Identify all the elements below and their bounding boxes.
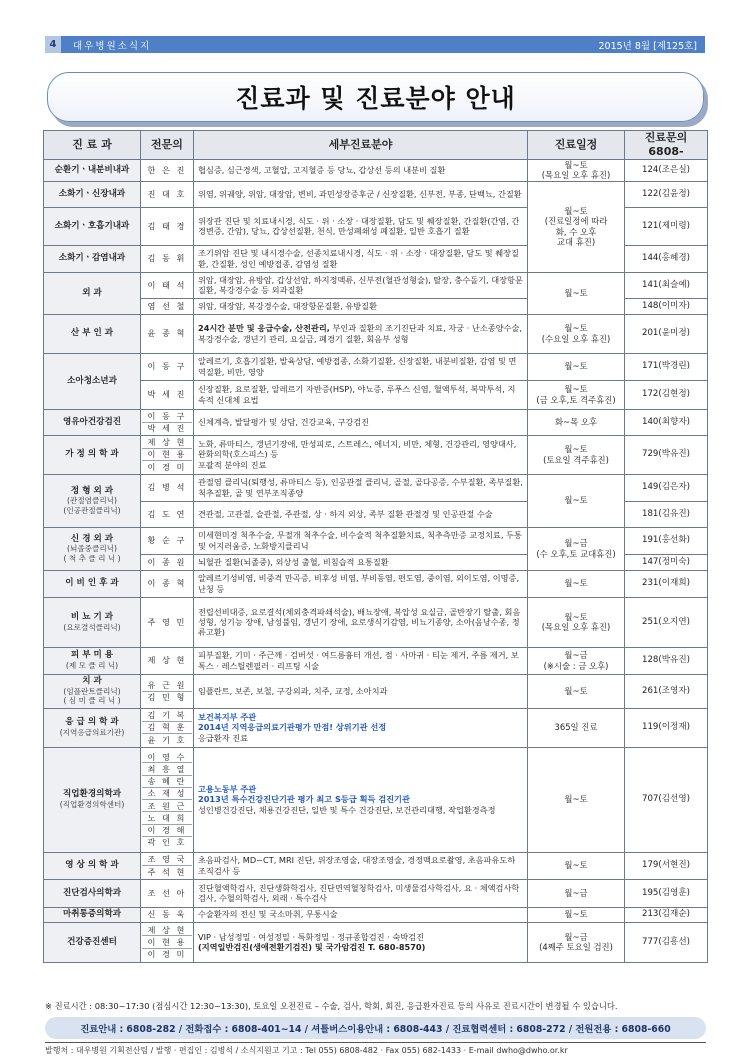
page-number: 4	[45, 36, 61, 53]
ext-cell: 144(홍혜경)	[625, 245, 708, 272]
dept-cell: 가 정 의 학 과	[44, 435, 141, 474]
table-row	[44, 474, 708, 501]
ext-cell: 172(김현정)	[625, 380, 708, 409]
schedule-cell: 365일 진료	[528, 708, 625, 747]
field-cell: 진단혈액학검사, 진단생화학검사, 진단면역혈청학검사, 미생물검사학검사, 요 · 체액검사학검사, 수혈의학검사, 외래 · 특수검사	[194, 879, 528, 907]
dept-cell: 치 과 (임플란트클리닉) ( 심 미 클 리 닉 )	[44, 674, 141, 708]
table-row	[44, 272, 708, 298]
ext-cell: 707(김선영)	[625, 747, 708, 852]
ext-cell: 124(조은실)	[625, 159, 708, 181]
doctor-cell: 진 대 호	[141, 181, 194, 207]
issue-label: 2015년 8월 [제125호]	[598, 40, 697, 52]
table-row	[44, 409, 708, 435]
title-box	[47, 72, 704, 122]
table-row	[44, 647, 708, 674]
schedule-cell: 월~토 (금 오후,토 격주휴진)	[528, 380, 625, 409]
page-title: 진료과 및 진료분야 안내	[235, 84, 516, 113]
schedule-cell: 월~토 (수요일 오후 휴진)	[528, 314, 625, 353]
doctor-cell: 김 기 복 김 혁 훈 윤 기 호	[141, 708, 194, 747]
doctor-cell: 신 동 욱	[141, 907, 194, 922]
doctor-cell: 김 태 경	[141, 207, 194, 245]
ext-cell: 213(김재순)	[625, 907, 708, 922]
dept-cell: 응 급 의 학 과 (지역응급의료기관)	[44, 708, 141, 747]
ext-cell: 179(서현진)	[625, 852, 708, 879]
schedule-cell: 월~토	[528, 674, 625, 708]
field-cell: 협심증, 심근경색, 고혈압, 고지혈증 등 당뇨, 갑상선 등의 내분비 질환	[194, 159, 528, 181]
field-cell: 신장질환, 요로질환, 알레르기 자반증(HSP), 야뇨증, 루푸스 신염, 혈액투석, 복막투석, 지속적 신대체 요법	[194, 380, 528, 409]
field-cell: 조기위암 진단 및 내시경수술, 선종치료내시경, 식도 · 위 · 소장 · 대장질환, 담도 및 췌장질환, 간질환, 성인 예방접종, 감염성 질환	[194, 245, 528, 272]
field-cell: 보건복지부 주관 2014년 지역응급의료기관평가 만점! 상위기관 선정 응급환자 진료	[194, 708, 528, 747]
ext-cell: 140(최향자)	[625, 409, 708, 435]
field-cell: 초음파검사, MD~CT, MRI 진단, 위장조영술, 대장조영술, 경정맥요로촬영, 초음파유도하 조직검사 등	[194, 852, 528, 879]
col-doctor: 전문의	[141, 131, 194, 160]
ext-cell: 181(김유진)	[625, 501, 708, 527]
field-cell: VIP · 남성정밀 · 여성정밀 · 특화정밀 · 정규종합검진 · 숙박검진 (지역일반검진(생애전환기검진) 및 국가암검진 T. 680-8570)	[194, 922, 528, 962]
doctor-cell: 이 종 혁	[141, 570, 194, 597]
dept-cell: 소화기ㆍ호흡기내과	[44, 207, 141, 245]
dept-cell: 비 뇨 기 과 (요로결석클리닉)	[44, 597, 141, 647]
table-row	[44, 879, 708, 907]
doctor-cell: 주 영 민	[141, 597, 194, 647]
publication-name: 대우병원소식지	[73, 40, 152, 52]
ext-cell: 122(김윤정)	[625, 181, 708, 207]
ext-cell: 191(홍선화)	[625, 527, 708, 554]
schedule-cell: 월~토	[528, 907, 625, 922]
table-row	[44, 159, 708, 181]
doctor-cell: 염 선 철	[141, 298, 194, 314]
dept-cell: 소아청소년과	[44, 353, 141, 409]
schedule-cell: 월~금	[528, 879, 625, 907]
dept-cell: 건강증진센터	[44, 922, 141, 962]
col-schedule: 진료일정	[528, 131, 625, 160]
table-row	[44, 353, 708, 380]
field-cell: 견관절, 고관절, 슬관절, 주관절, 상 · 하지 외상, 족부 질환 관절경 및 인공관절 수술	[194, 501, 528, 527]
ext-cell: 119(이정재)	[625, 708, 708, 747]
doctor-cell: 제 상 현 이 현 용 이 경 미	[141, 922, 194, 962]
table-row	[44, 852, 708, 879]
ext-cell: 261(조영자)	[625, 674, 708, 708]
field-cell: 알레르기, 호흡기질환, 발육상담, 예방접종, 소화기질환, 신장질환, 내분비질환, 감염 및 면역질환, 비만, 영양	[194, 353, 528, 380]
field-cell: 알레르기성비염, 비중격 만곡증, 비후성 비염, 부비동염, 편도염, 중이염, 외이도염, 이명증, 난청 등	[194, 570, 528, 597]
schedule-cell: 월~금 (수 오후,토 교대휴진)	[528, 527, 625, 570]
ext-cell: 195(김영훈)	[625, 879, 708, 907]
table-header-row	[44, 131, 708, 160]
table-row	[44, 181, 708, 207]
doctor-cell: 김 도 연	[141, 501, 194, 527]
dept-cell: 직업환경의학과 (직업환경의학센터)	[44, 747, 141, 852]
schedule-cell: 화~목 오후	[528, 409, 625, 435]
table-row	[44, 527, 708, 554]
dept-cell: 영 상 의 학 과	[44, 852, 141, 879]
schedule-cell: 월~금 (4째주 토요일 검진)	[528, 922, 625, 962]
ext-cell: 128(박유진)	[625, 647, 708, 674]
doctor-cell: 박 세 진	[141, 380, 194, 409]
field-cell: 고용노동부 주관 2013년 특수건강진단기관 평가 최고 S등급 획득 검진기관 성인병건강진단, 채용건강진단, 일반 및 특수 건강진단, 보건관리대행, 작업환경측정	[194, 747, 528, 852]
department-table	[43, 130, 708, 963]
field-cell: 위장관 진단 및 치료내시경, 식도 · 위 · 소장 · 대장질환, 담도 및 췌장질환, 간질환(간염, 간경변증, 간암), 당뇨, 갑상선질환, 천식, 만성폐쇄성 폐질환, 일반 호흡기 질환	[194, 207, 528, 245]
doctor-cell: 김 동 휘	[141, 245, 194, 272]
doctor-cell: 이 영 수 최 흥 열 송 혜 란 소 재 성 조 원 근 노 대 희 이 경 해 곽 인 호	[141, 747, 194, 852]
field-cell: 위염, 위궤양, 위암, 대장암, 변비, 과민성장증후군 / 신장질환, 신부전, 부종, 단백뇨, 간질환	[194, 181, 528, 207]
field-cell: 피부질환, 기미 · 주근깨 · 검버섯 · 여드름흉터 개선, 점 · 사마귀 · 티눈 제거, 주름 제거, 보톡스 · 레스틸렌필러 · 리프팅 시술	[194, 647, 528, 674]
dept-cell: 산 부 인 과	[44, 314, 141, 353]
schedule-cell: 월~토	[528, 272, 625, 314]
col-dept: 진 료 과	[44, 131, 141, 160]
dept-cell: 마취통증의학과	[44, 907, 141, 922]
field-cell: 수술환자의 전신 및 국소마취, 무통시술	[194, 907, 528, 922]
ext-cell: 729(박유진)	[625, 435, 708, 474]
field-cell: 전립선비대증, 요로결석(체외충격파쇄석술), 배뇨장애, 복압성 요실금, 골반장기 탈출, 회음성형, 성기능 장애, 남성불임, 갱년기 장애, 요로생식기감염, 비뇨기종양, 소아(음낭수종, 정류고환)	[194, 597, 528, 647]
schedule-cell: 월~토	[528, 570, 625, 597]
field-cell: 미세현미경 척추수술, 무절개 척추수술, 비수술적 척추질환치료, 척추측만증 교정치료, 두통 및 어지러움증, 노화방지클리닉	[194, 527, 528, 554]
ext-cell: 141(최슬예)	[625, 272, 708, 298]
field-cell: 위암, 대장암, 유방암, 갑상선암, 하지정맥류, 신부전(혈관성형술), 탈장, 충수돌기, 대장항문질환, 복강경수술 등 외과질환	[194, 272, 528, 298]
ext-cell: 149(김은자)	[625, 474, 708, 501]
field-cell: 뇌혈관 질환(뇌졸중), 외상성 출혈, 비침습적 요통질환	[194, 554, 528, 570]
schedule-cell: 월~토 (목요일 오후 휴진)	[528, 159, 625, 181]
table-row	[44, 708, 708, 747]
table-row	[44, 314, 708, 353]
table-row	[44, 747, 708, 852]
doctor-cell: 제 상 현 이 현 용 이 경 미	[141, 435, 194, 474]
schedule-cell: 월~토	[528, 353, 625, 380]
ext-cell: 148(이미자)	[625, 298, 708, 314]
doctor-cell: 이 동 구 박 세 진	[141, 409, 194, 435]
doctor-cell: 조 선 아	[141, 879, 194, 907]
field-cell: 24시간 분만 및 응급수술, 산전관리, 부인과 질환의 조기진단과 치료, 자궁 · 난소종양수술, 복강경수술, 갱년기 관리, 요실금, 폐경기 질환, 회음부 성형	[194, 314, 528, 353]
field-cell: 위암, 대장암, 복강경수술, 대장항문질환, 유방질환	[194, 298, 528, 314]
table-row	[44, 597, 708, 647]
doctor-cell: 이 동 구	[141, 353, 194, 380]
dept-cell: 진단검사의학과	[44, 879, 141, 907]
dept-cell: 신 경 외 과 (뇌졸중클리닉) ( 척 추 클 리 닉 )	[44, 527, 141, 570]
table-row	[44, 570, 708, 597]
ext-cell: 231(이재희)	[625, 570, 708, 597]
table-row	[44, 922, 708, 962]
schedule-cell: 월~토 (진료일정에 따라 화, 수 오후 교대 휴진)	[528, 181, 625, 272]
table-row	[44, 907, 708, 922]
schedule-cell: 월~토	[528, 852, 625, 879]
dept-cell: 소화기ㆍ신장내과	[44, 181, 141, 207]
schedule-cell: 월~토	[528, 747, 625, 852]
ext-cell: 147(정미숙)	[625, 554, 708, 570]
dept-cell: 영유아건강검진	[44, 409, 141, 435]
dept-cell: 순환기ㆍ내분비내과	[44, 159, 141, 181]
doctor-cell: 조 영 국 주 석 현	[141, 852, 194, 879]
header-bar	[45, 36, 705, 53]
ext-cell: 171(박경린)	[625, 353, 708, 380]
col-field: 세부진료분야	[194, 131, 528, 160]
table-row	[44, 380, 708, 409]
doctor-cell: 제 상 현	[141, 647, 194, 674]
contact-bar: 진료안내 : 6808-282 / 전화접수 : 6808-401~14 / 셔틀버스이용안내 : 6808-443 / 진료협력센터 : 6808-272 / 전원전용 : 6808-660	[45, 1017, 706, 1039]
schedule-cell: 월~토	[528, 474, 625, 527]
doctor-cell: 유 근 원 김 민 형	[141, 674, 194, 708]
doctor-cell: 윤 종 혁	[141, 314, 194, 353]
doctor-cell: 황 순 구	[141, 527, 194, 554]
ext-cell: 777(김흥선)	[625, 922, 708, 962]
table-row	[44, 435, 708, 474]
publisher-footer: 발행처 : 대우병원 기획전산팀 / 발행 · 편집인 : 김병석 / 소식지원고 기고 : Tel 055) 6808-482 · Fax 055) 682-1433 · E-mail dwho@dwho.or.kr	[45, 1042, 706, 1056]
ext-cell: 201(윤미정)	[625, 314, 708, 353]
schedule-cell: 월~토 (토요일 격주휴진)	[528, 435, 625, 474]
doctor-cell: 한 은 진	[141, 159, 194, 181]
table-row	[44, 674, 708, 708]
schedule-cell: 월~금 (※시술 : 금 오후)	[528, 647, 625, 674]
field-cell: 신체계측, 발달평가 및 상담, 건강교육, 구강검진	[194, 409, 528, 435]
schedule-cell: 월~토 (목요일 오후 휴진)	[528, 597, 625, 647]
dept-cell: 소화기ㆍ감염내과	[44, 245, 141, 272]
ext-cell: 251(오지연)	[625, 597, 708, 647]
field-cell: 임플란트, 보존, 보철, 구강외과, 치주, 교정, 소아치과	[194, 674, 528, 708]
dept-cell: 피 부 미 용 (제 모 클 리 닉)	[44, 647, 141, 674]
dept-cell: 이 비 인 후 과	[44, 570, 141, 597]
doctor-cell: 이 종 원	[141, 554, 194, 570]
field-cell: 노화, 류마티스, 갱년기장애, 만성피로, 스트레스, 에너지, 비만, 체형, 건강관리, 영양대사, 완화의학(호스피스) 등 포괄적 분야의 진료	[194, 435, 528, 474]
dept-cell: 외 과	[44, 272, 141, 314]
doctor-cell: 김 병 석	[141, 474, 194, 501]
col-ext: 진료문의 6808-	[625, 131, 708, 160]
dept-cell: 정 형 외 과 (관절염클리닉) (인공관절클리닉)	[44, 474, 141, 527]
doctor-cell: 이 태 석	[141, 272, 194, 298]
field-cell: 관절염 클리닉(퇴행성, 류마티스 등), 인공관절 클리닉, 골절, 골다공증, 수부질환, 족부질환, 척추질환, 골 및 연부조직종양	[194, 474, 528, 501]
hours-note: ※ 진료시간 : 08:30~17:30 (점심시간 12:30~13:30), 토요일 오전진료 – 수술, 검사, 학회, 회진, 응급환자진료 등의 사유로 진료시간이 변경될 수 있습니다.	[45, 1001, 618, 1011]
ext-cell: 121(제미령)	[625, 207, 708, 245]
